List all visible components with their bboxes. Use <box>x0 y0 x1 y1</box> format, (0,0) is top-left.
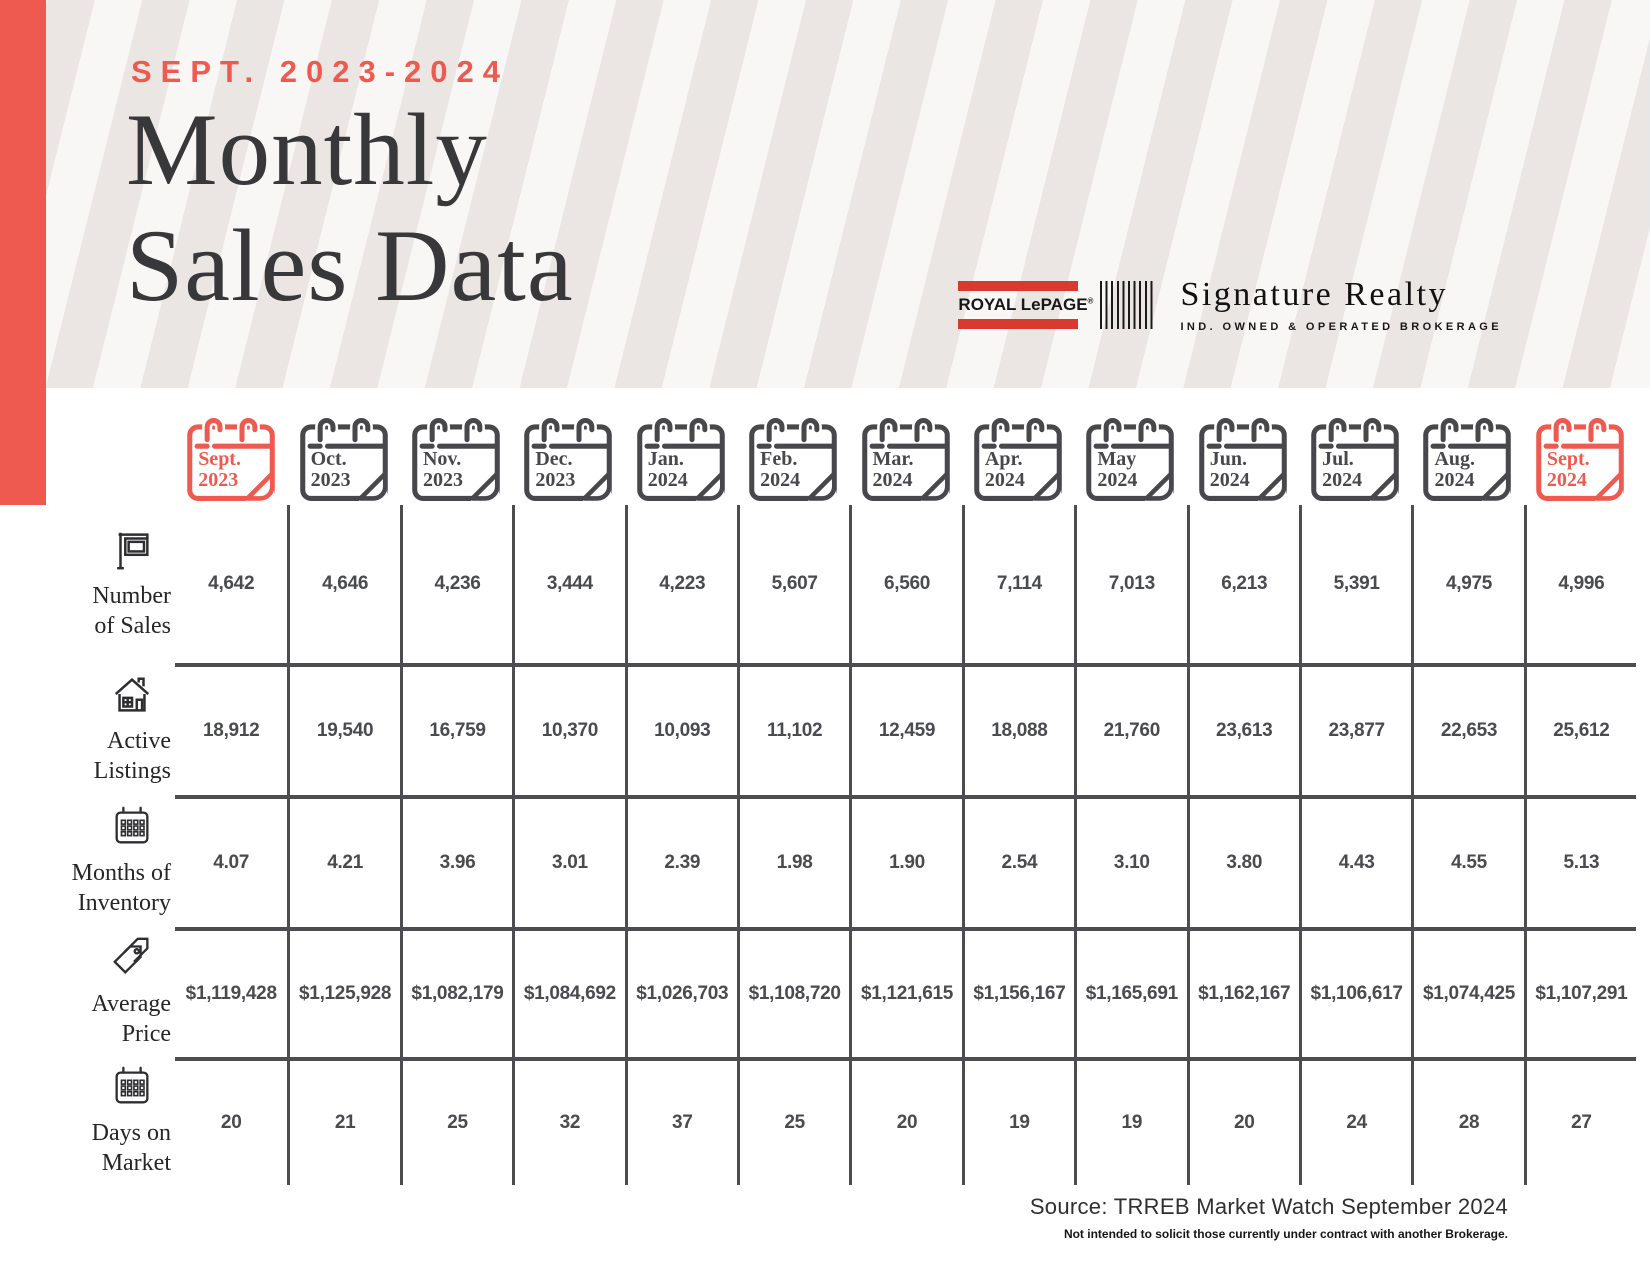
title-line-1: Monthly <box>126 93 488 207</box>
logo-top-bar <box>958 281 1078 291</box>
value-cell: 18,912 <box>175 663 287 795</box>
sales-table <box>60 405 1636 1185</box>
value-cell: 4.43 <box>1299 795 1411 927</box>
header-band <box>0 0 1650 388</box>
month-label: Jun. 2024 <box>1209 448 1250 491</box>
calendar-icon <box>1309 415 1401 503</box>
calendar-grid-icon <box>109 1064 155 1110</box>
value-cell: 3,444 <box>512 505 624 663</box>
month-label: Feb. 2024 <box>760 448 801 491</box>
page-title <box>126 92 574 325</box>
month-label: Sept. 2024 <box>1546 448 1590 491</box>
value-cell: 3.80 <box>1187 795 1299 927</box>
month-label: Oct. 2023 <box>310 448 351 491</box>
month-label: Jul. 2024 <box>1322 448 1363 491</box>
value-cell: 20 <box>1187 1057 1299 1185</box>
value-cell: 10,370 <box>512 663 624 795</box>
value-cell: 4.07 <box>175 795 287 927</box>
source-note: Source: TRREB Market Watch September 2024 <box>1029 1194 1508 1219</box>
value-cell: 4.55 <box>1411 795 1523 927</box>
month-header-cell <box>737 405 849 505</box>
value-cell: 6,560 <box>849 505 961 663</box>
value-cell: 4,975 <box>1411 505 1523 663</box>
value-cell: $1,121,615 <box>849 927 961 1057</box>
royal-lepage-text: ROYAL LePAGE <box>958 295 1088 314</box>
value-cell: 4.21 <box>287 795 399 927</box>
value-cell: 23,613 <box>1187 663 1299 795</box>
value-cell: 21 <box>287 1057 399 1185</box>
value-cell: 4,236 <box>400 505 512 663</box>
value-cell: 2.54 <box>962 795 1074 927</box>
value-cell: 5,391 <box>1299 505 1411 663</box>
month-header-cell <box>1299 405 1411 505</box>
month-header-cell <box>512 405 624 505</box>
month-header-cell <box>962 405 1074 505</box>
brokerage-name: Signature Realty <box>1180 276 1449 313</box>
calendar-icon <box>1197 415 1289 503</box>
sign-icon <box>109 527 155 573</box>
accent-bar <box>0 0 46 505</box>
value-cell: $1,156,167 <box>962 927 1074 1057</box>
value-cell: 16,759 <box>400 663 512 795</box>
calendar-icon <box>860 415 952 503</box>
brand-lockup <box>958 276 1502 333</box>
value-cell: 37 <box>625 1057 737 1185</box>
value-cell: $1,082,179 <box>400 927 512 1057</box>
value-cell: $1,026,703 <box>625 927 737 1057</box>
value-cell: 32 <box>512 1057 624 1185</box>
price-tag-icon <box>109 935 155 981</box>
table-corner-spacer <box>60 405 175 505</box>
sales-table-grid <box>60 405 1636 1185</box>
value-cell: 4,642 <box>208 573 255 594</box>
month-label: Sept. 2023 <box>198 448 241 491</box>
calendar-grid-icon <box>109 804 155 850</box>
row-label: Number of Sales <box>92 583 171 639</box>
calendar-icon <box>298 415 390 503</box>
month-header-cell <box>400 405 512 505</box>
barcode-stripes-icon <box>1100 281 1156 329</box>
logo-bottom-bar <box>958 319 1078 329</box>
disclaimer-note: Not intended to solicit those currently under contract with another Brokerage. <box>1063 1227 1508 1241</box>
calendar-icon <box>1084 415 1176 503</box>
value-cell: 25,612 <box>1524 663 1636 795</box>
value-cell: $1,084,692 <box>512 927 624 1057</box>
month-header-cell <box>1074 405 1186 505</box>
month-header-cell <box>849 405 961 505</box>
value-cell: 20 <box>175 1057 287 1185</box>
value-cell: 19,540 <box>287 663 399 795</box>
month-label: Aug. 2024 <box>1434 448 1476 491</box>
calendar-icon <box>522 415 614 503</box>
month-label: Dec. 2023 <box>535 448 576 491</box>
calendar-icon <box>635 415 727 503</box>
royal-lepage-wordmark <box>958 281 1093 329</box>
value-cell: 11,102 <box>737 663 849 795</box>
row-label: Days on Market <box>91 1120 171 1176</box>
value-cell: 22,653 <box>1411 663 1523 795</box>
row-label: Months of Inventory <box>71 860 171 916</box>
row-label-cell <box>60 927 175 1057</box>
value-cell: 25 <box>400 1057 512 1185</box>
brokerage-name-block <box>1180 276 1502 333</box>
registered-mark: ® <box>1087 296 1094 306</box>
value-cell: 6,213 <box>1187 505 1299 663</box>
value-cell: 5,607 <box>737 505 849 663</box>
month-header-cell <box>1411 405 1523 505</box>
calendar-icon <box>972 415 1064 503</box>
value-cell: 5.13 <box>1524 795 1636 927</box>
value-cell: $1,119,428 <box>175 927 287 1057</box>
value-cell: 7,013 <box>1074 505 1186 663</box>
row-label: Active Listings <box>93 728 171 784</box>
row-label-cell <box>60 663 175 795</box>
value-cell: 24 <box>1299 1057 1411 1185</box>
brokerage-tagline: IND. OWNED & OPERATED BROKERAGE <box>1180 321 1502 333</box>
row-label-cell <box>60 795 175 927</box>
value-cell: 3.10 <box>1074 795 1186 927</box>
calendar-icon <box>1534 415 1626 503</box>
value-cell: 2.39 <box>625 795 737 927</box>
footer <box>1030 1194 1508 1241</box>
value-cell: 7,114 <box>962 505 1074 663</box>
calendar-icon <box>410 415 502 503</box>
value-cell: 19 <box>1074 1057 1186 1185</box>
value-cell: $1,108,720 <box>737 927 849 1057</box>
value-cell: 3.01 <box>512 795 624 927</box>
month-header-cell <box>1187 405 1299 505</box>
house-icon <box>109 672 155 718</box>
value-cell: $1,162,167 <box>1187 927 1299 1057</box>
value-cell: 10,093 <box>625 663 737 795</box>
value-cell: 25 <box>737 1057 849 1185</box>
value-cell: 12,459 <box>849 663 961 795</box>
row-label: Average Price <box>91 991 171 1047</box>
value-cell: 21,760 <box>1074 663 1186 795</box>
value-cell: 4,223 <box>625 505 737 663</box>
value-cell: $1,074,425 <box>1411 927 1523 1057</box>
month-label: May 2024 <box>1097 448 1138 491</box>
month-header-cell <box>175 405 287 505</box>
title-line-2: Sales Data <box>126 209 574 324</box>
value-cell: 27 <box>1524 1057 1636 1185</box>
month-label: Nov. 2023 <box>422 448 463 491</box>
value-cell: $1,165,691 <box>1074 927 1186 1057</box>
row-label-cell <box>60 1057 175 1185</box>
value-cell: 19 <box>962 1057 1074 1185</box>
month-label: Mar. 2024 <box>872 448 914 491</box>
value-cell: 1.98 <box>737 795 849 927</box>
value-cell: $1,125,928 <box>287 927 399 1057</box>
month-header-cell <box>287 405 399 505</box>
calendar-icon <box>747 415 839 503</box>
calendar-icon <box>1421 415 1513 503</box>
value-cell: $1,107,291 <box>1524 927 1636 1057</box>
month-header-cell <box>1524 405 1636 505</box>
row-label-cell <box>60 505 175 663</box>
value-cell: 20 <box>849 1057 961 1185</box>
value-cell: 28 <box>1411 1057 1523 1185</box>
value-cell: 3.96 <box>400 795 512 927</box>
date-range-label: SEPT. 2023-2024 <box>131 54 510 89</box>
royal-lepage-logo <box>958 281 1156 329</box>
value-cell: 4,646 <box>287 505 399 663</box>
month-label: Apr. 2024 <box>984 448 1025 491</box>
value-cell: $1,106,617 <box>1299 927 1411 1057</box>
value-cell: 4,996 <box>1524 505 1636 663</box>
month-header-cell <box>625 405 737 505</box>
value-cell: 23,877 <box>1299 663 1411 795</box>
month-label: Jan. 2024 <box>647 448 688 491</box>
value-cell: 1.90 <box>849 795 961 927</box>
calendar-icon <box>185 415 277 503</box>
value-cell: 18,088 <box>962 663 1074 795</box>
